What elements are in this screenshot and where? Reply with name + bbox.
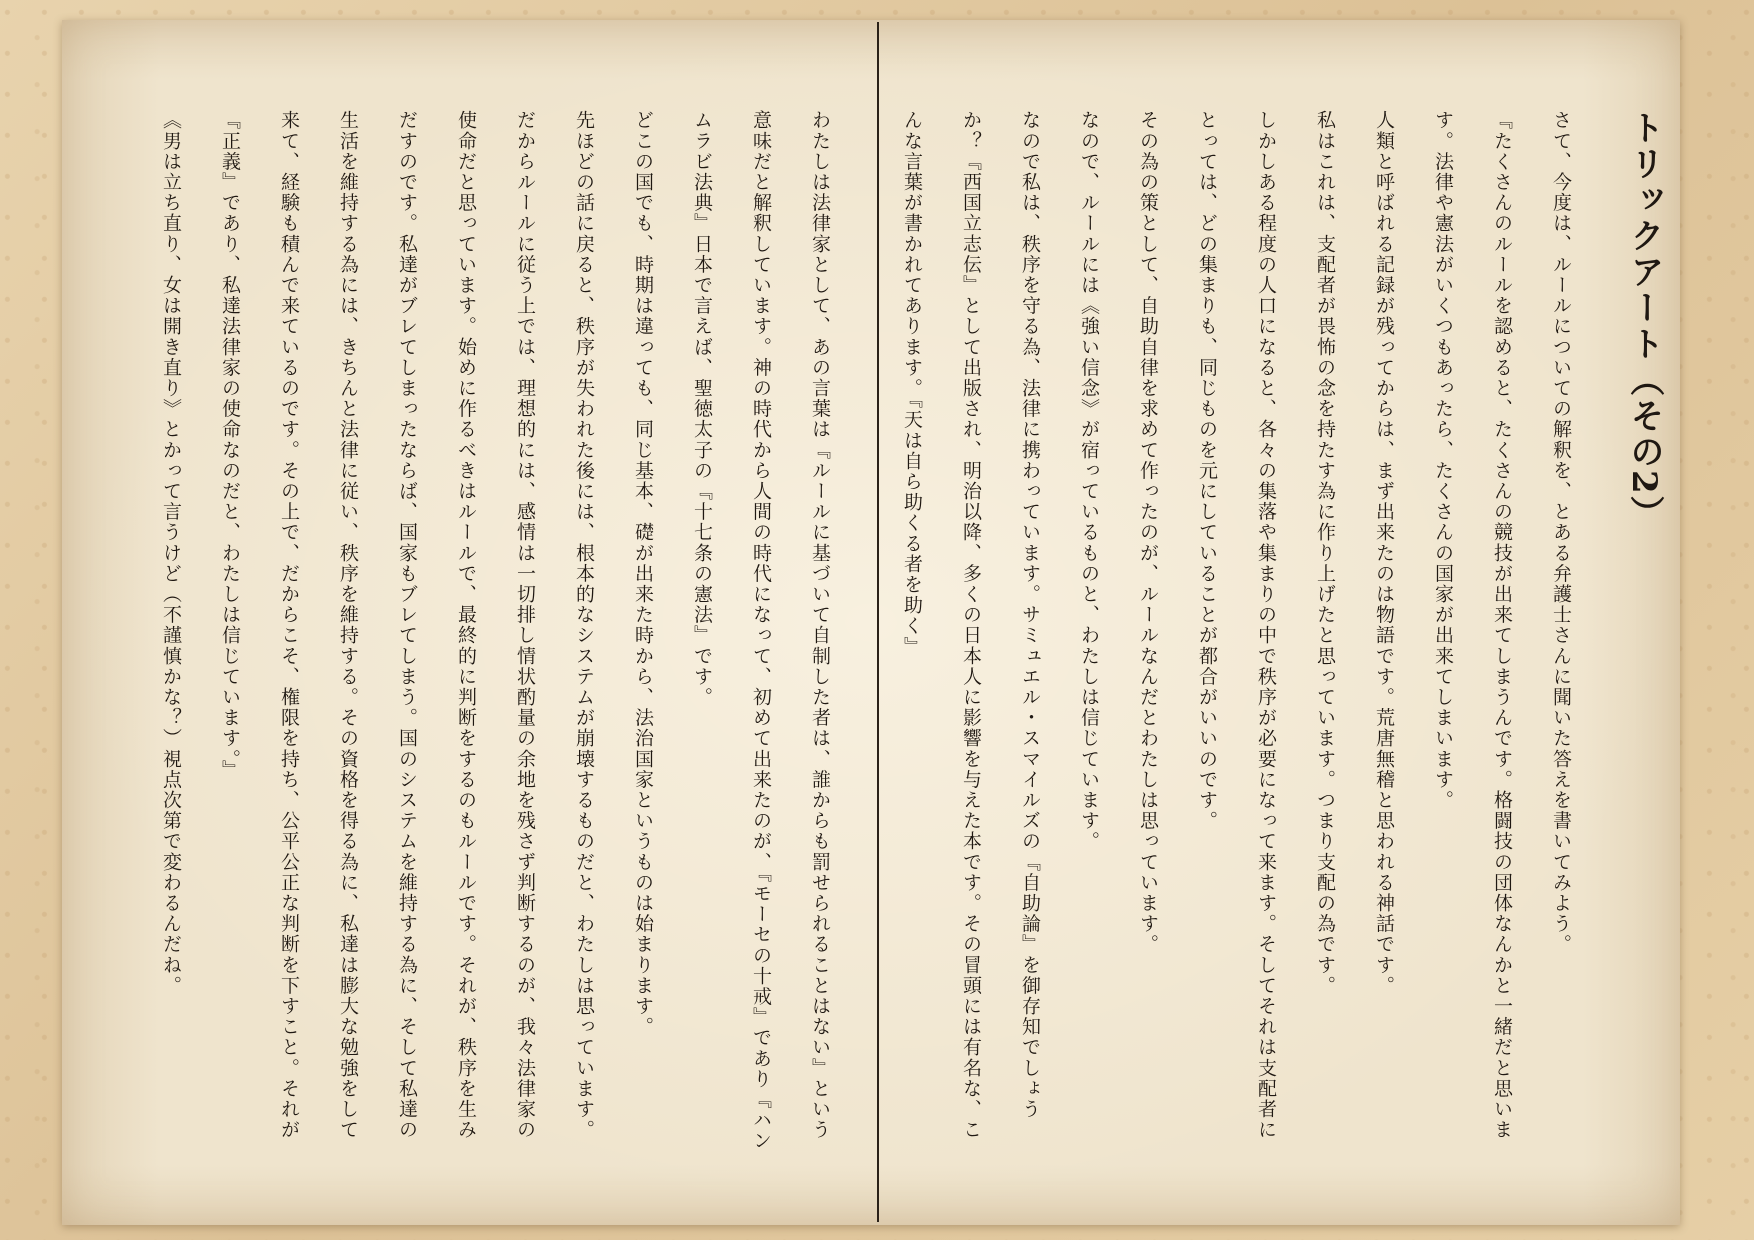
page-divider <box>877 22 879 1222</box>
paragraph: わたしは法律家として、あの言葉は『ルールに基づいて自制した者は、誰からも罰せられることはない』という意味だと解釈しています。神の時代から人間の時代になって、初めて出来たのが、『モーセの十戒』であり『ハンムラビ法典』日本で言えば、聖徳太子の『十七条の憲法』です。 <box>691 110 831 1152</box>
paragraph: 人類と呼ばれる記録が残ってからは、まず出来たのは物語です。荒唐無稽と思われる神話です。 <box>1373 110 1395 996</box>
paragraph: 私はこれは、支配者が畏怖の念を持たす為に作り上げたと思っています。つまり支配の為です。 <box>1314 110 1336 996</box>
paragraph: どこの国でも、時期は違っても、同じ基本、礎が出来た時から、法治国家というものは始まります。 <box>632 110 654 1037</box>
right-page <box>882 110 1674 1160</box>
paragraph: その為の策として、自助自律を求めて作ったのが、ルールなんだとわたしは思っています。 <box>1137 110 1159 955</box>
paragraph: さて、今度は、ルールについての解釈を、とある弁護士さんに聞いた答えを書いてみよう。 <box>1550 110 1572 955</box>
paragraph: 《男は立ち直り、女は開き直り》とかって言うけど（不謹慎かな？）視点次第で変わるんだね。 <box>160 110 182 996</box>
left-page <box>39 110 849 1160</box>
paragraph: 『たくさんのルールを認めると、たくさんの競技が出来てしまうんです。格闘技の団体なんかと一緒だと思います。法律や憲法がいくつもあったら、たくさんの国家が出来てしまいます。 <box>1432 110 1513 1140</box>
paragraph: なので私は、秩序を守る為、法律に携わっています。サミュエル・スマイルズの『自助論』を御存知でしょうか？『西国立志伝』として出版され、明治以降、多くの日本人に影響を与えた本です。その冒頭には有名な、こんな言葉が書かれてあります。『天は自ら助くる者を助く』 <box>901 110 1041 1140</box>
paragraph: しかしある程度の人口になると、各々の集落や集まりの中で秩序が必要になって来ます。そしてそれは支配者にとっては、どの集まりも、同じものを元にしていることが都合がいいのです。 <box>1196 110 1277 1140</box>
page-title: トリックアート（その2） <box>1624 110 1664 532</box>
paragraph: 先ほどの話に戻ると、秩序が失われた後には、根本的なシステムが崩壊するものだと、わたしは思っています。だからルールに従う上では、理想的には、感情は一切排し情状酌量の余地を残さず判断するのが、我々法律家の使命だと思っています。始めに作るべきはルールで、最終的に判断をするのもルールです。それが、秩序を生みだすのです。私達がブレてしまったならば、国家もブレてしまう。国のシステムを維持する為に、そして私達の生活を維持する為には、きちんと法律に従い、秩序を維持する。その資格を得る為に、私達は膨大な勉強をして来て、経験も積んで来ているのです。その上で、だからこそ、権限を持ち、公平公正な判断を下すこと。それが『正義』であり、私達法律家の使命なのだと、わたしは信じています。』 <box>219 110 595 1140</box>
paragraph: なので、ルールには《強い信念》が宿っているものと、わたしは信じています。 <box>1078 110 1100 852</box>
